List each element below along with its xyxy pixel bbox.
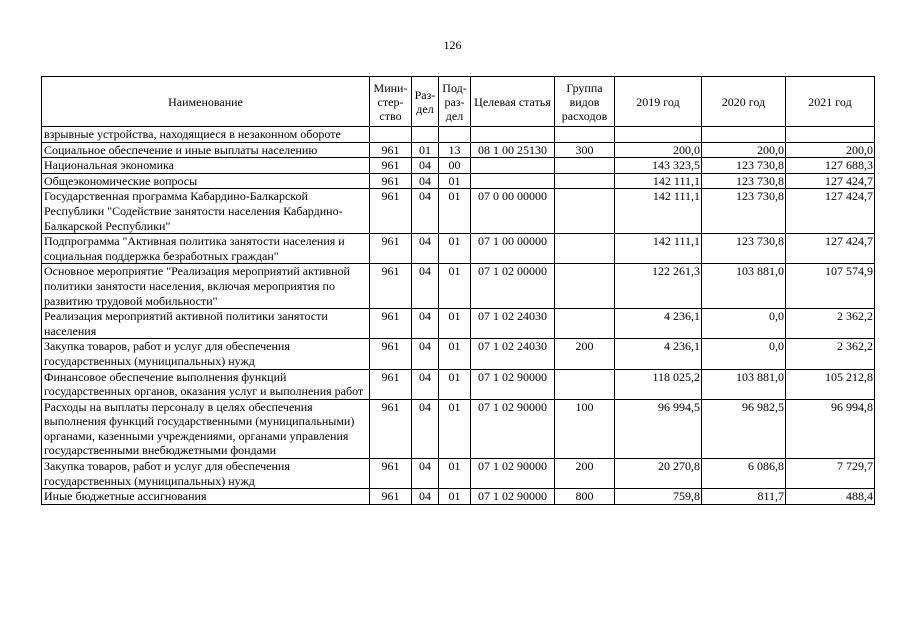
cell-subsection: 01 [439, 309, 471, 339]
cell-expense-group [555, 189, 615, 234]
cell-target: 07 1 02 90000 [471, 489, 555, 505]
cell-2021: 2 362,2 [786, 339, 875, 369]
cell-section: 04 [412, 264, 439, 309]
cell-name: Подпрограмма "Активная политика занятости населения и социальная поддержка безработных граждан" [42, 234, 370, 264]
cell-2021: 488,4 [786, 489, 875, 505]
cell-expense-group [555, 309, 615, 339]
cell-2019: 142 111,1 [615, 173, 702, 189]
cell-expense-group [555, 369, 615, 399]
cell-expense-group: 100 [555, 399, 615, 458]
cell-2020 [702, 127, 786, 143]
table-row [42, 189, 875, 234]
cell-ministry [370, 127, 412, 143]
cell-section: 04 [412, 489, 439, 505]
cell-ministry: 961 [370, 264, 412, 309]
cell-section [412, 127, 439, 143]
cell-name: Расходы на выплаты персоналу в целях обеспечения выполнения функций государственными (муниципальными) органами, казенными учреждениями, органами управления государственными внебюджетными фондами [42, 399, 370, 458]
cell-2021: 127 424,7 [786, 173, 875, 189]
cell-name: Иные бюджетные ассигнования [42, 489, 370, 505]
cell-ministry: 961 [370, 158, 412, 174]
cell-name: Финансовое обеспечение выполнения функций государственных органов, оказания услуг и выполнения работ [42, 369, 370, 399]
cell-ministry: 961 [370, 189, 412, 234]
table-row [42, 264, 875, 309]
header-2020: 2020 год [702, 77, 786, 127]
cell-2020: 96 982,5 [702, 399, 786, 458]
cell-2021: 107 574,9 [786, 264, 875, 309]
cell-2019 [615, 127, 702, 143]
cell-ministry: 961 [370, 369, 412, 399]
table-row [42, 173, 875, 189]
cell-name: Реализация мероприятий активной политики занятости населения [42, 309, 370, 339]
cell-subsection: 00 [439, 158, 471, 174]
cell-2019: 142 111,1 [615, 234, 702, 264]
cell-2019: 122 261,3 [615, 264, 702, 309]
table-body [42, 127, 875, 505]
table-row [42, 489, 875, 505]
cell-2019: 4 236,1 [615, 309, 702, 339]
cell-2020: 0,0 [702, 339, 786, 369]
cell-2021: 200,0 [786, 142, 875, 158]
table-row [42, 459, 875, 489]
cell-subsection [439, 127, 471, 143]
cell-ministry: 961 [370, 234, 412, 264]
cell-expense-group [555, 173, 615, 189]
header-section: Раз-дел [412, 77, 439, 127]
cell-section: 04 [412, 459, 439, 489]
cell-subsection: 01 [439, 399, 471, 458]
cell-name: Национальная экономика [42, 158, 370, 174]
cell-target: 07 1 02 00000 [471, 264, 555, 309]
cell-section: 04 [412, 158, 439, 174]
table-row [42, 309, 875, 339]
budget-table [41, 76, 875, 505]
cell-subsection: 01 [439, 339, 471, 369]
table-row [42, 399, 875, 458]
cell-target: 07 1 02 90000 [471, 369, 555, 399]
cell-expense-group [555, 158, 615, 174]
cell-ministry: 961 [370, 142, 412, 158]
cell-section: 04 [412, 339, 439, 369]
cell-ministry: 961 [370, 173, 412, 189]
cell-ministry: 961 [370, 339, 412, 369]
header-expense-group: Группа видов расходов [555, 77, 615, 127]
cell-subsection: 01 [439, 234, 471, 264]
cell-name: Закупка товаров, работ и услуг для обеспечения государственных (муниципальных) нужд [42, 459, 370, 489]
cell-2019: 96 994,5 [615, 399, 702, 458]
cell-target: 08 1 00 25130 [471, 142, 555, 158]
table-row [42, 234, 875, 264]
table-header-row [42, 77, 875, 127]
cell-expense-group: 200 [555, 339, 615, 369]
cell-subsection: 13 [439, 142, 471, 158]
cell-ministry: 961 [370, 399, 412, 458]
cell-2021: 7 729,7 [786, 459, 875, 489]
header-2021: 2021 год [786, 77, 875, 127]
cell-target: 07 1 02 90000 [471, 459, 555, 489]
page-number: 126 [443, 38, 462, 52]
cell-ministry: 961 [370, 459, 412, 489]
cell-target: 07 1 00 00000 [471, 234, 555, 264]
cell-expense-group: 200 [555, 459, 615, 489]
cell-2020: 123 730,8 [702, 173, 786, 189]
cell-2021: 127 424,7 [786, 189, 875, 234]
table-row [42, 369, 875, 399]
cell-section: 04 [412, 189, 439, 234]
cell-subsection: 01 [439, 459, 471, 489]
cell-2021 [786, 127, 875, 143]
cell-target [471, 127, 555, 143]
cell-2021: 105 212,8 [786, 369, 875, 399]
table-row [42, 339, 875, 369]
cell-name: Социальное обеспечение и иные выплаты населению [42, 142, 370, 158]
header-2019: 2019 год [615, 77, 702, 127]
cell-subsection: 01 [439, 369, 471, 399]
cell-expense-group: 300 [555, 142, 615, 158]
cell-2019: 759,8 [615, 489, 702, 505]
cell-2021: 96 994,8 [786, 399, 875, 458]
cell-2020: 123 730,8 [702, 189, 786, 234]
cell-name: Общеэкономические вопросы [42, 173, 370, 189]
cell-2019: 143 323,5 [615, 158, 702, 174]
cell-target: 07 0 00 00000 [471, 189, 555, 234]
cell-2020: 811,7 [702, 489, 786, 505]
cell-expense-group [555, 127, 615, 143]
cell-2019: 142 111,1 [615, 189, 702, 234]
cell-section: 01 [412, 142, 439, 158]
table-row [42, 142, 875, 158]
cell-2020: 0,0 [702, 309, 786, 339]
cell-subsection: 01 [439, 489, 471, 505]
cell-target: 07 1 02 90000 [471, 399, 555, 458]
cell-section: 04 [412, 369, 439, 399]
header-target: Целевая статья [471, 77, 555, 127]
cell-section: 04 [412, 234, 439, 264]
cell-subsection: 01 [439, 264, 471, 309]
cell-2021: 127 688,3 [786, 158, 875, 174]
cell-expense-group: 800 [555, 489, 615, 505]
cell-2020: 103 881,0 [702, 369, 786, 399]
cell-2020: 123 730,8 [702, 158, 786, 174]
cell-2019: 4 236,1 [615, 339, 702, 369]
table-row [42, 158, 875, 174]
cell-2019: 200,0 [615, 142, 702, 158]
cell-subsection: 01 [439, 173, 471, 189]
cell-name: Закупка товаров, работ и услуг для обеспечения государственных (муниципальных) нужд [42, 339, 370, 369]
cell-ministry: 961 [370, 489, 412, 505]
cell-section: 04 [412, 399, 439, 458]
cell-section: 04 [412, 173, 439, 189]
cell-2021: 2 362,2 [786, 309, 875, 339]
cell-name: Основное мероприятие "Реализация мероприятий активной политики занятости населения, включая мероприятия по развитию трудовой мобильности" [42, 264, 370, 309]
cell-2019: 20 270,8 [615, 459, 702, 489]
cell-expense-group [555, 264, 615, 309]
header-ministry: Мини-стер-ство [370, 77, 412, 127]
cell-section: 04 [412, 309, 439, 339]
cell-ministry: 961 [370, 309, 412, 339]
cell-name: Государственная программа Кабардино-Балкарской Республики "Содействие занятости населения Кабардино-Балкарской Республики" [42, 189, 370, 234]
cell-2020: 6 086,8 [702, 459, 786, 489]
cell-name: взрывные устройства, находящиеся в незаконном обороте [42, 127, 370, 143]
header-name: Наименование [42, 77, 370, 127]
cell-expense-group [555, 234, 615, 264]
cell-2020: 200,0 [702, 142, 786, 158]
cell-target [471, 158, 555, 174]
cell-target [471, 173, 555, 189]
cell-subsection: 01 [439, 189, 471, 234]
cell-target: 07 1 02 24030 [471, 339, 555, 369]
cell-target: 07 1 02 24030 [471, 309, 555, 339]
cell-2019: 118 025,2 [615, 369, 702, 399]
header-subsection: Под-раз-дел [439, 77, 471, 127]
cell-2021: 127 424,7 [786, 234, 875, 264]
cell-2020: 103 881,0 [702, 264, 786, 309]
cell-2020: 123 730,8 [702, 234, 786, 264]
table-row [42, 127, 875, 143]
